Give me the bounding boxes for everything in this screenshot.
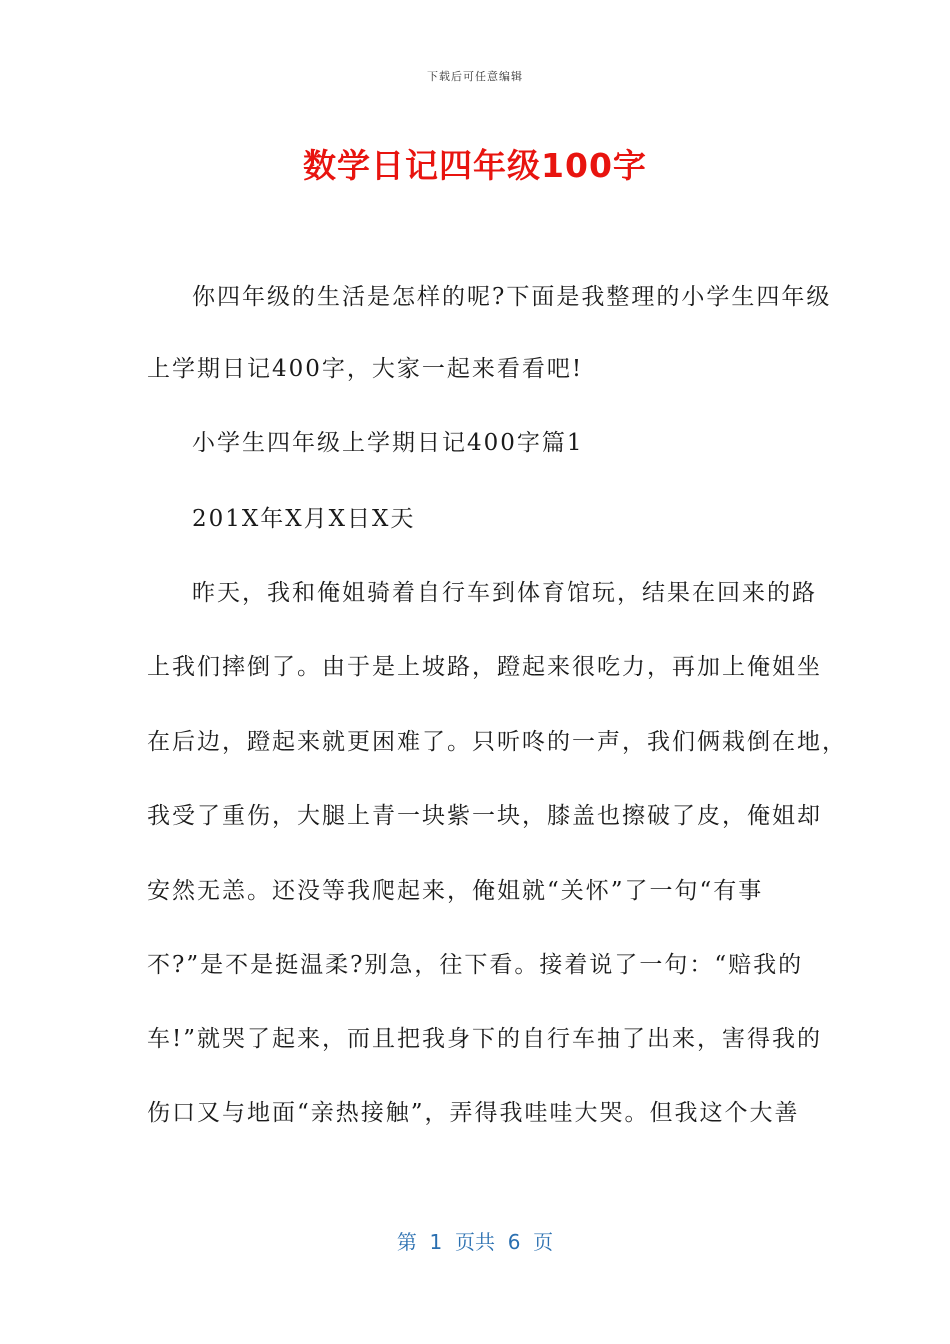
paragraph-line: 伤口又与地面“亲热接触”，弄得我哇哇大哭。但我这个大善 (147, 1100, 800, 1126)
paragraph-line: 昨天，我和俺姐骑着自行车到体育馆玩，结果在回来的路 (192, 580, 817, 606)
section-heading: 小学生四年级上学期日记400字篇1 (192, 430, 584, 456)
paragraph-line: 我受了重伤，大腿上青一块紫一块，膝盖也擦破了皮，俺姐却 (147, 803, 822, 829)
paragraph-line: 车!”就哭了起来，而且把我身下的自行车抽了出来，害得我的 (147, 1026, 823, 1052)
paragraph-line: 安然无恙。还没等我爬起来，俺姐就“关怀”了一句“有事 (147, 878, 764, 904)
document-title: 数学日记四年级100字 (303, 146, 647, 185)
paragraph-line: 上学期日记400字，大家一起来看看吧! (147, 356, 584, 382)
paragraph-line: 你四年级的生活是怎样的呢?下面是我整理的小学生四年级 (192, 284, 832, 310)
date-line: 201X年X月X日X天 (192, 506, 416, 532)
header-note: 下载后可任意编辑 (427, 70, 523, 83)
paragraph-line: 上我们摔倒了。由于是上坡路，蹬起来很吃力，再加上俺姐坐 (147, 654, 822, 680)
paragraph-line: 在后边，蹬起来就更困难了。只听咚的一声，我们俩栽倒在地， (147, 729, 847, 755)
paragraph-line: 不?”是不是挺温柔?别急，往下看。接着说了一句：“赔我的 (147, 952, 804, 978)
page-number-footer: 第 1 页共 6 页 (396, 1230, 554, 1254)
